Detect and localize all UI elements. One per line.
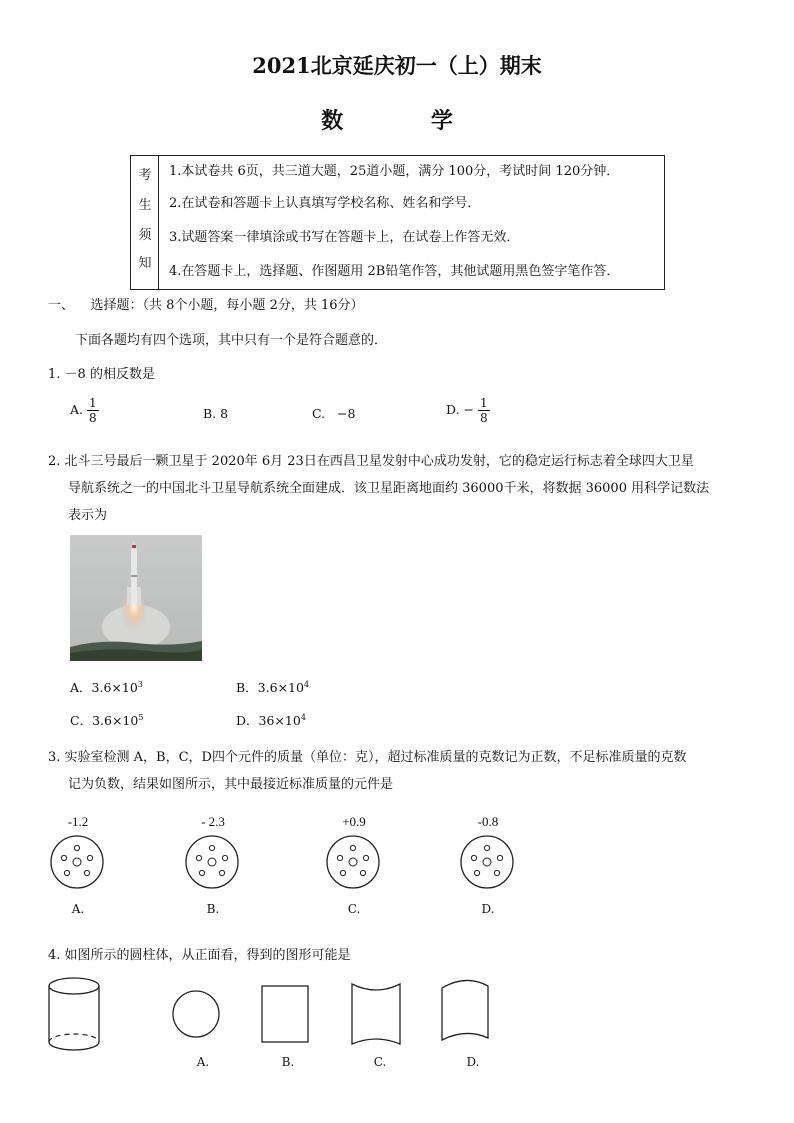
question-4-stem: 4. 如图所示的圆柱体，从正面看，得到的图形可能是: [48, 948, 351, 963]
notice-line: 1.本试卷共 6页，共三道大题，25道小题，满分 100分，考试时间 120分钟．: [169, 164, 620, 179]
notice-line: 3.试题答案一律填涂或书写在答题卡上，在试卷上作答无效．: [169, 230, 520, 245]
exponent: 3: [137, 679, 143, 689]
option-letter: D. −: [446, 402, 474, 417]
numerator: 1: [89, 396, 97, 410]
exponent: 4: [303, 679, 310, 689]
q4-shape-curved-top: [349, 980, 405, 1056]
q4-option-label: A.: [196, 1055, 210, 1069]
option-text: D．36×10: [236, 713, 301, 728]
q4-option-label: D.: [466, 1055, 480, 1069]
denominator: 8: [89, 411, 97, 425]
option-text: B．3.6×10: [236, 680, 304, 695]
q4-option-label: C.: [373, 1055, 387, 1069]
notice-label-char: 考: [138, 168, 152, 183]
component-disc-icon: [48, 830, 108, 890]
component-value: -0.8: [477, 814, 499, 829]
notice-label-char: 须: [138, 228, 152, 243]
question-3-stem-line: 记为负数，结果如图所示，其中最接近标准质量的元件是: [68, 777, 394, 792]
notice-box: [130, 155, 665, 290]
rocket-launch-photo: [70, 535, 202, 661]
page-title: 2021北京延庆初一（上）期末: [252, 53, 542, 78]
question-1-stem: 1. －8 的相反数是: [48, 367, 155, 382]
notice-label: [131, 156, 159, 289]
component-b: [183, 814, 243, 916]
option-letter: A.: [70, 402, 84, 417]
q4-shape-circle: [170, 988, 222, 1044]
component-value: - 2.3: [201, 814, 225, 829]
question-2-stem-line: 2. 北斗三号最后一颗卫星于 2020年 6月 23日在西昌卫星发射中心成功发射，它的稳定运行标志着全球四大卫星: [48, 454, 694, 469]
component-label: A.: [71, 902, 85, 916]
component-value: +0.9: [342, 814, 366, 829]
section-heading: 一、 选择题：（共 8个小题，每小题 2分，共 16分）: [48, 298, 364, 313]
component-label: D.: [481, 902, 495, 916]
q1-option-c: C. −8: [312, 406, 356, 421]
numerator: 1: [479, 396, 488, 410]
component-c: [324, 814, 384, 916]
q2-option-a: [70, 678, 143, 696]
option-text: C．3.6×10: [70, 713, 139, 728]
question-2-stem-line: 导航系统之一的中国北斗卫星导航系统全面建成．该卫星距离地面约 36000千米，将数据 36000 用科学记数法: [68, 481, 710, 496]
q2-option-c: [70, 711, 143, 729]
q2-option-d: [236, 711, 306, 729]
denominator: 8: [479, 411, 488, 425]
subject-title: 数 学: [321, 108, 493, 134]
question-2-stem-line: 表示为: [68, 508, 108, 523]
fraction: [478, 396, 490, 425]
component-disc-icon: [183, 830, 243, 890]
q4-shape-rectangle: [260, 984, 312, 1050]
q1-option-b: B. 8: [203, 406, 229, 421]
notice-label-char: 知: [138, 256, 152, 271]
component-label: B.: [206, 902, 220, 916]
q1-option-a: [70, 396, 99, 425]
q4-shape-curved-sides: [438, 978, 494, 1054]
notice-label-char: 生: [138, 198, 152, 213]
exponent: 4: [300, 712, 306, 722]
component-label: C.: [347, 902, 361, 916]
q2-option-b: [236, 678, 309, 696]
exponent: 5: [138, 712, 144, 722]
q4-option-label: B.: [281, 1055, 295, 1069]
notice-line: 4.在答题卡上，选择题、作图题用 2B铅笔作答，其他试题用黑色签字笔作答．: [169, 264, 620, 279]
component-disc-icon: [458, 830, 518, 890]
component-disc-icon: [324, 830, 384, 890]
fraction: [87, 396, 99, 425]
notice-line: 2.在试卷和答题卡上认真填写学校名称、姓名和学号．: [169, 196, 481, 211]
component-d: [458, 814, 518, 916]
section-instruction: 下面各题均有四个选项，其中只有一个是符合题意的．: [75, 333, 388, 348]
component-a: [48, 814, 108, 916]
q1-option-d: [446, 396, 490, 425]
question-3-stem-line: 3. 实验室检测 A，B，C，D四个元件的质量（单位：克），超过标准质量的克数记为正数，不足标准质量的克数: [48, 750, 687, 765]
component-value: -1.2: [67, 814, 89, 829]
cylinder-figure: [44, 974, 106, 1060]
option-text: A．3.6×10: [70, 680, 138, 695]
